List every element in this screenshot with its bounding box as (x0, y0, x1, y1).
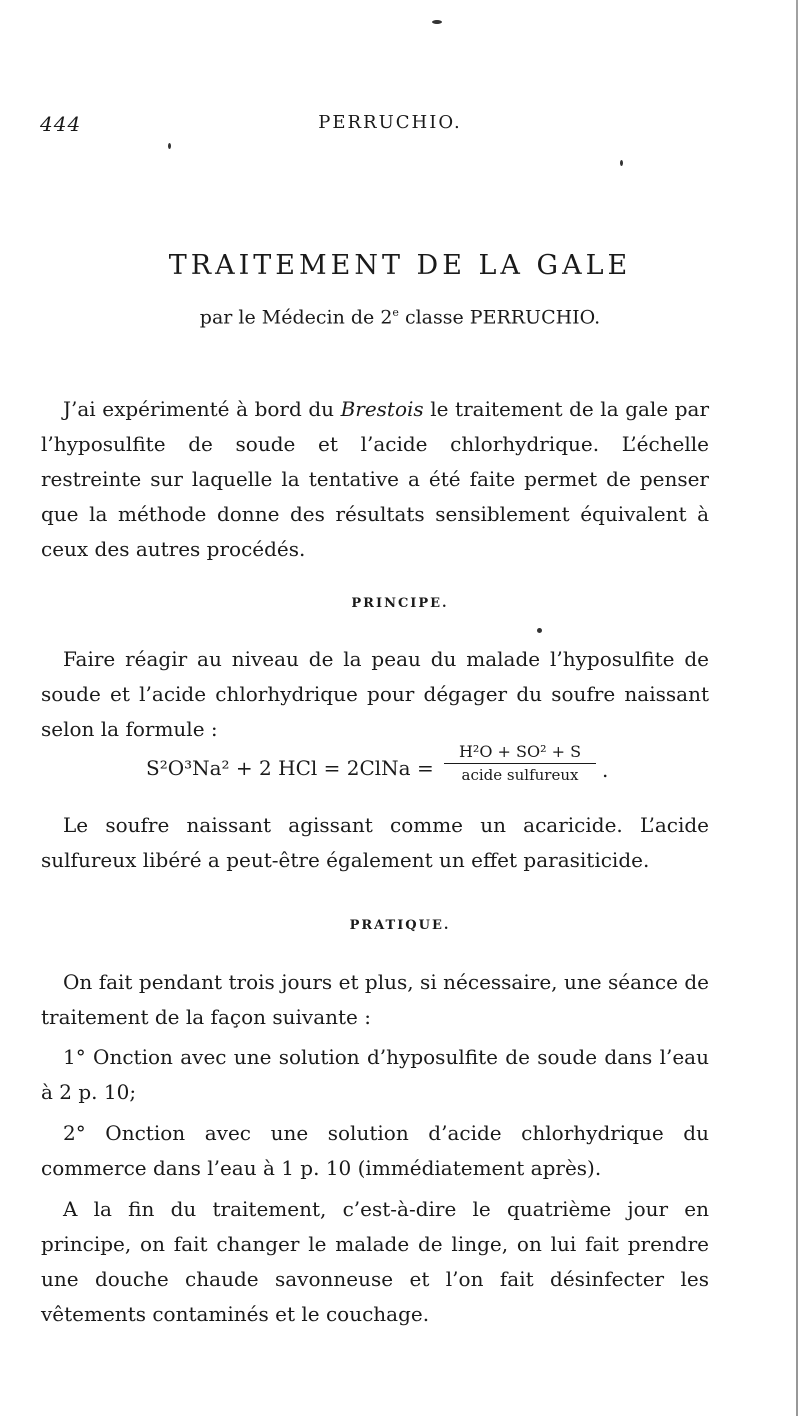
fraction-bar (444, 763, 596, 764)
section-heading-principe: PRINCIPE. (351, 596, 449, 611)
print-speck (620, 160, 623, 166)
article-title: TRAITEMENT DE LA GALE (168, 250, 632, 281)
pratique-intro-paragraph: On fait pendant trois jours et plus, si nécessaire, une séance de traitement de la façon suivante : (41, 970, 709, 1029)
step-two-paragraph: 2° Onction avec une solution d’acide chlorhydrique du commerce dans l’eau à 1 p. 10 (immédiatement après). (41, 1121, 709, 1180)
step-one-paragraph: 1° Onction avec une solution d’hyposulfite de soude dans l’eau à 2 p. 10; (41, 1045, 709, 1104)
intro-paragraph (41, 392, 709, 567)
print-speck (432, 20, 442, 24)
ship-name: Brestois (340, 397, 424, 421)
formula-denominator: acide sulfureux (461, 766, 579, 784)
formula-left-side: S²O³Na² + 2 HCl = 2ClNa = (146, 756, 434, 780)
chemical-formula (140, 738, 660, 798)
formula-end-mark: . (602, 758, 609, 782)
byline-superscript: e (392, 306, 399, 319)
formula-numerator: H²O + SO² + S (458, 742, 582, 761)
article-byline (60, 306, 740, 328)
intro-text-end: le traitement de la gale par l’hyposulfite de soude et l’acide chlorhydrique. L’échelle restreinte sur laquelle la tentative a été faite permet de penser que la méthode donne des résultats sensiblement équivalent à ceux des autres procédés. (41, 397, 709, 561)
after-formula-paragraph: Le soufre naissant agissant comme un acaricide. L’acide sulfureux libéré a peut-être également un effet parasiticide. (41, 813, 709, 872)
page-edge-line (796, 0, 798, 1416)
principe-paragraph: Faire réagir au niveau de la peau du malade l’hyposulfite de soude et l’acide chlorhydrique pour dégager du soufre naissant selon la formule : (41, 647, 709, 741)
print-speck (168, 143, 171, 149)
formula-fraction (440, 742, 600, 784)
section-heading-pratique: PRATIQUE. (349, 918, 451, 933)
running-title: PERRUCHIO. (318, 112, 462, 133)
conclusion-paragraph: A la fin du traitement, c’est-à-dire le quatrième jour en principe, on fait changer le malade de linge, on lui fait prendre une douche chaude savonneuse et l’on fait désinfecter les vêtements contaminés et le couchage. (41, 1197, 709, 1326)
byline-text: par le Médecin de 2 (199, 306, 393, 329)
intro-text-start: J’ai expérimenté à bord du (63, 397, 341, 421)
page-number: 444 (40, 112, 82, 136)
running-head (40, 112, 740, 142)
byline-text-end: classe PERRUCHIO. (398, 306, 601, 329)
print-speck (537, 628, 542, 633)
